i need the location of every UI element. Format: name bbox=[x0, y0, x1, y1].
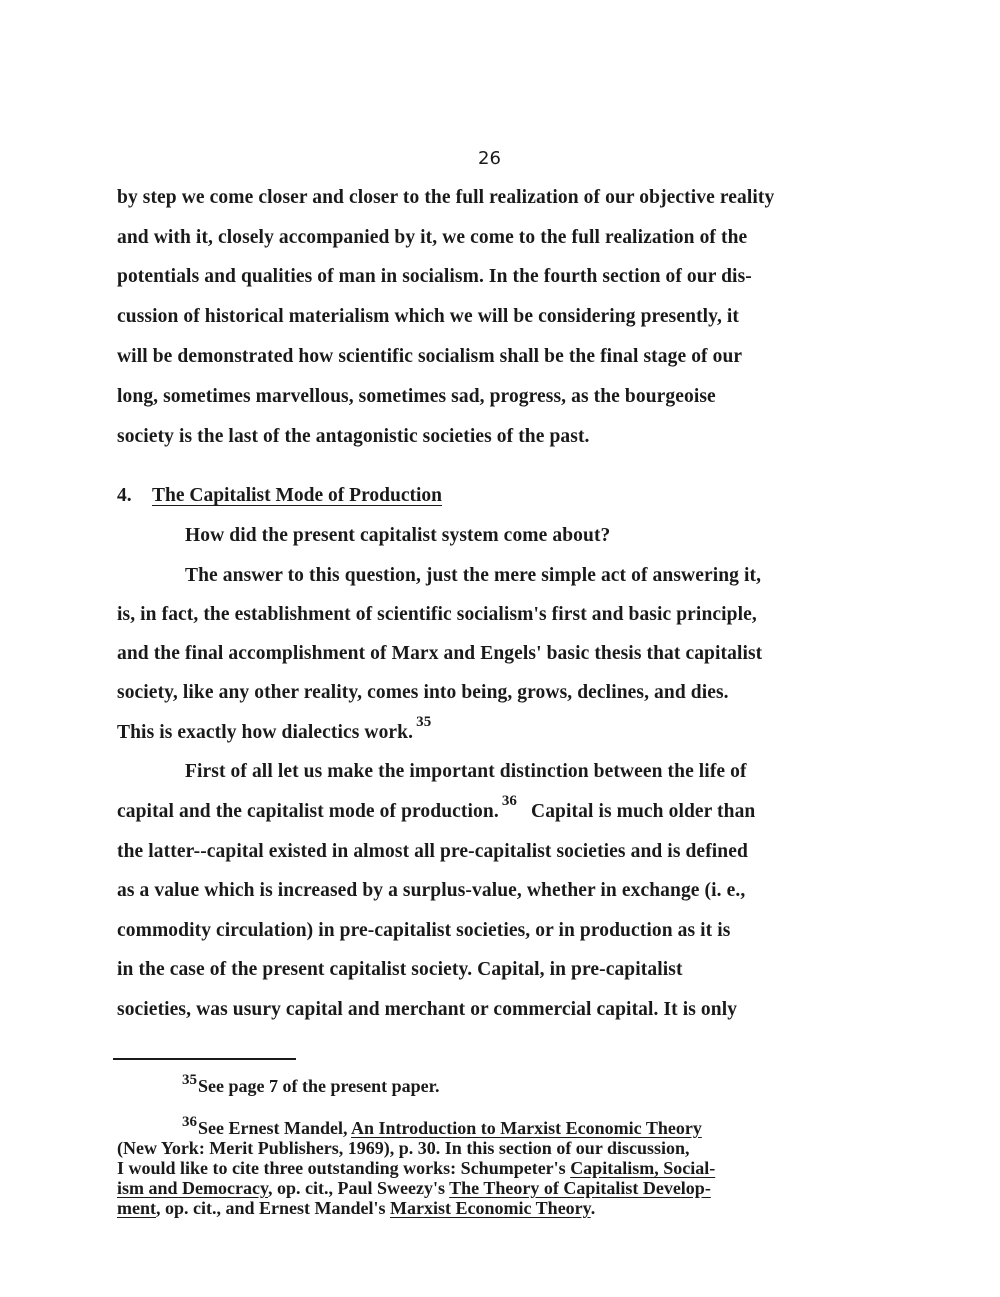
footnote-reference[interactable]: 35 bbox=[416, 714, 432, 730]
text-line: commodity circulation) in pre-capitalist societies, or in production as it is bbox=[117, 920, 731, 941]
text-line bbox=[117, 714, 432, 746]
footnote-line: (New York: Merit Publishers, 1969), p. 30. In this section of our discussion, bbox=[117, 1138, 690, 1158]
cited-title: Marxist Economic Theory bbox=[390, 1198, 591, 1218]
footnote-line bbox=[182, 1072, 440, 1098]
footnote-text: , op. cit., and Ernest Mandel's bbox=[156, 1198, 391, 1218]
text-line: The answer to this question, just the mere simple act of answering it, bbox=[185, 565, 762, 586]
footnote-line bbox=[182, 1114, 702, 1140]
text-line: long, sometimes marvellous, sometimes sad, progress, as the bourgeoise bbox=[117, 386, 716, 407]
text-line: and with it, closely accompanied by it, we come to the full realization of the bbox=[117, 227, 748, 248]
cited-title: Capitalism, Social- bbox=[570, 1158, 716, 1178]
text-line: society is the last of the antagonistic societies of the past. bbox=[117, 426, 590, 447]
text-line: cussion of historical materialism which we will be considering presently, it bbox=[117, 306, 740, 327]
footnote-text: I would like to cite three outstanding works: Schumpeter's bbox=[117, 1158, 571, 1178]
text-line: and the final accomplishment of Marx and Engels' basic thesis that capitalist bbox=[117, 643, 763, 664]
footnote-divider bbox=[113, 1058, 296, 1060]
footnote-text: See page 7 of the present paper. bbox=[198, 1076, 440, 1096]
page-number: 26 bbox=[478, 148, 501, 169]
text-segment: capital and the capitalist mode of production. bbox=[117, 801, 499, 822]
text-line: First of all let us make the important distinction between the life of bbox=[185, 761, 747, 782]
footnote-marker: 36 bbox=[182, 1114, 197, 1130]
text-line: as a value which is increased by a surplus-value, whether in exchange (i. e., bbox=[117, 880, 746, 901]
footnote-text: See Ernest Mandel, bbox=[198, 1118, 351, 1138]
cited-title: The Theory of Capitalist Develop- bbox=[449, 1178, 711, 1198]
cited-title: ism and Democracy bbox=[117, 1178, 268, 1198]
footnote-line bbox=[117, 1158, 715, 1178]
text-line: by step we come closer and closer to the full realization of our objective reality bbox=[117, 187, 775, 208]
text-line: in the case of the present capitalist society. Capital, in pre-capitalist bbox=[117, 959, 683, 980]
footnote-line bbox=[117, 1178, 711, 1198]
section-number: 4. bbox=[117, 485, 132, 506]
paragraph-question: How did the present capitalist system come about? bbox=[185, 525, 611, 546]
text-segment: This is exactly how dialectics work. bbox=[117, 722, 414, 743]
text-line: the latter--capital existed in almost all pre-capitalist societies and is defined bbox=[117, 841, 748, 862]
footnote-text: . bbox=[590, 1198, 596, 1218]
footnote-line bbox=[117, 1198, 595, 1218]
text-line: potentials and qualities of man in socialism. In the fourth section of our dis- bbox=[117, 266, 752, 287]
cited-title: ment bbox=[117, 1198, 156, 1218]
text-segment: Capital is much older than bbox=[531, 801, 756, 822]
footnote-text: , op. cit., Paul Sweezy's bbox=[267, 1178, 450, 1198]
text-line: will be demonstrated how scientific socialism shall be the final stage of our bbox=[117, 346, 743, 367]
footnote-marker: 35 bbox=[182, 1072, 197, 1088]
section-title: The Capitalist Mode of Production bbox=[152, 485, 442, 506]
cited-title: An Introduction to Marxist Economic Theory bbox=[351, 1118, 702, 1138]
footnote-reference[interactable]: 36 bbox=[501, 793, 518, 809]
text-line: is, in fact, the establishment of scientific socialism's first and basic principle, bbox=[117, 604, 757, 625]
text-line: society, like any other reality, comes into being, grows, declines, and dies. bbox=[117, 682, 729, 703]
text-line: societies, was usury capital and merchant or commercial capital. It is only bbox=[117, 999, 738, 1020]
text-line bbox=[117, 793, 756, 825]
